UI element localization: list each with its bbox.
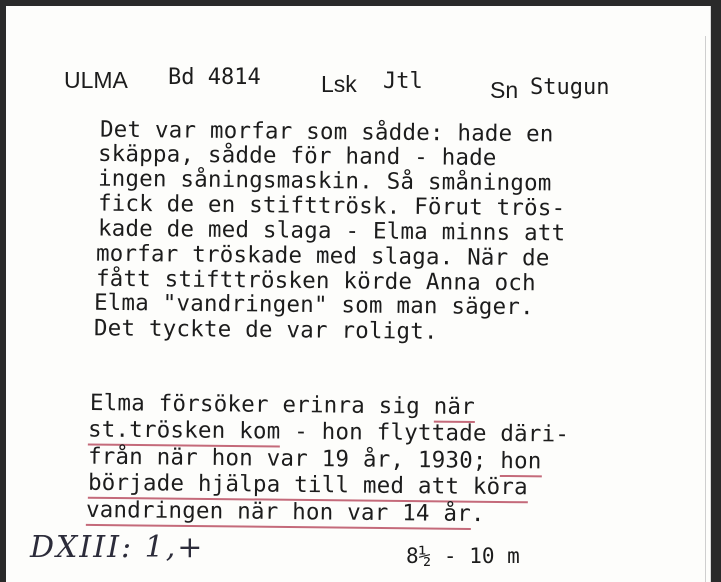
text-line: kade de med slaga - Elma minns att bbox=[97, 215, 566, 247]
text-line: Det tyckte de var roligt. bbox=[93, 315, 438, 345]
archive-name: ULMA bbox=[64, 67, 128, 93]
size-note: 8½ - 10 m bbox=[406, 544, 520, 568]
text-line: skäppa, sådde för hand - hade bbox=[97, 140, 497, 172]
underlined-text: när bbox=[433, 394, 475, 423]
socken-value: Stugun bbox=[530, 75, 610, 100]
text-line bbox=[88, 416, 569, 447]
text-line bbox=[88, 470, 528, 501]
archive-card bbox=[6, 6, 711, 582]
underlined-text: st.trösken kom bbox=[88, 416, 281, 447]
text-line: morfar tröskade med slaga. När de bbox=[95, 240, 550, 272]
text-line bbox=[86, 497, 485, 527]
text-segment: - hon flyttade däri- bbox=[280, 418, 570, 448]
underlined-text: hon bbox=[500, 448, 542, 477]
underlined-text: började hjälpa till med att köra bbox=[88, 470, 528, 504]
record-number: Bd 4814 bbox=[168, 65, 261, 90]
text-line: Elma "vandringen" som man säger. bbox=[93, 289, 535, 321]
landskap-label: Lsk bbox=[321, 71, 357, 97]
text-line bbox=[90, 390, 475, 420]
text-segment: . bbox=[470, 500, 485, 528]
text-line: ingen såningsmaskin. Så småningom bbox=[97, 165, 552, 197]
landskap-value: Jtl bbox=[383, 69, 423, 94]
text-segment: från när hon var 19 år, 1930; bbox=[87, 443, 501, 474]
handwritten-classification: DXIII: 1,+ bbox=[30, 530, 205, 565]
text-segment: Elma försöker erinra sig bbox=[89, 389, 434, 420]
socken-label: Sn bbox=[490, 77, 519, 103]
text-line: fick de en stifttrösk. Förut trös- bbox=[97, 190, 566, 222]
underlined-text: vandringen när hon var 14 år bbox=[86, 497, 471, 530]
text-line: Det var morfar som sådde: hade en bbox=[99, 116, 554, 148]
card-header bbox=[6, 63, 710, 103]
text-line: fått stifttrösken körde Anna och bbox=[95, 265, 537, 297]
